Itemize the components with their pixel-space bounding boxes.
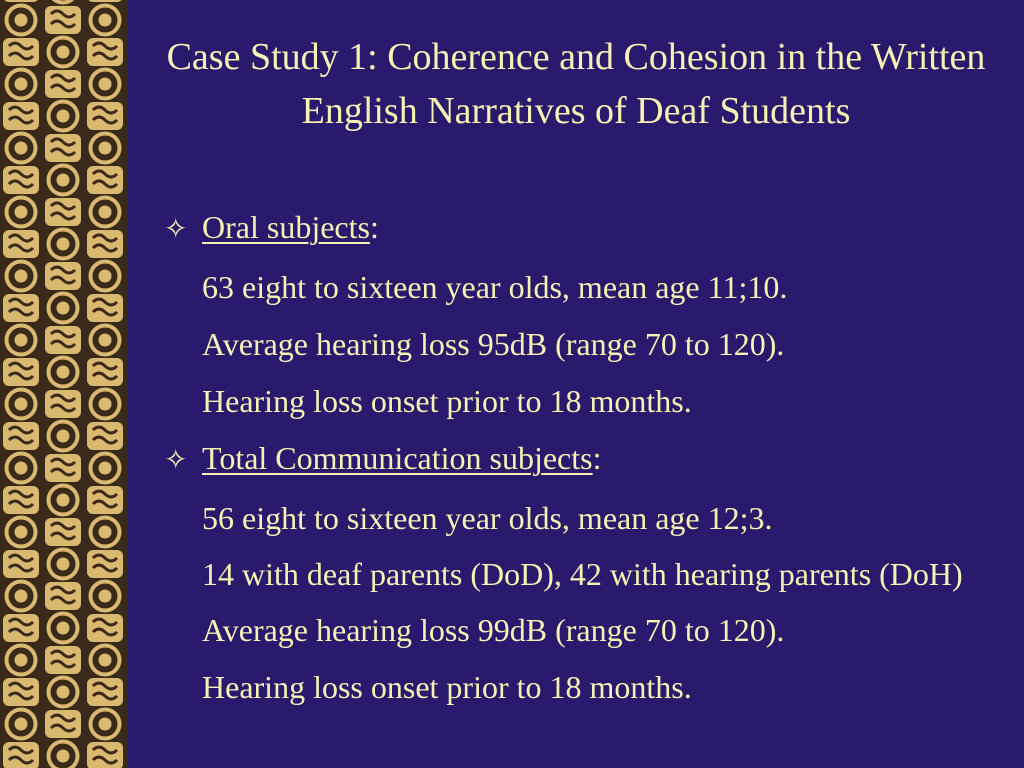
ring-ornament-icon	[4, 131, 38, 165]
heading-colon: :	[592, 440, 602, 476]
ring-ornament-icon	[4, 387, 38, 421]
ring-ornament-icon	[46, 355, 80, 389]
ring-ornament-icon	[88, 195, 122, 229]
star-bullet-icon: ✧	[164, 445, 188, 476]
ring-ornament-icon	[88, 707, 122, 741]
ring-ornament-icon	[46, 0, 80, 5]
list-item: Average hearing loss 95dB (range 70 to 120).	[202, 326, 785, 362]
ring-ornament-icon	[46, 611, 80, 645]
ring-ornament-icon	[46, 547, 80, 581]
ring-ornament-icon	[88, 579, 122, 613]
spiral-ornament-icon	[87, 38, 123, 66]
spiral-ornament-icon	[3, 102, 39, 130]
list-item: 14 with deaf parents (DoD), 42 with hearing parents (DoH)	[202, 556, 963, 592]
ring-ornament-icon	[46, 483, 80, 517]
spiral-ornament-icon	[3, 614, 39, 642]
list-item: 63 eight to sixteen year olds, mean age 11;10.	[202, 269, 788, 305]
spiral-ornament-icon	[3, 294, 39, 322]
spiral-ornament-icon	[3, 38, 39, 66]
slide-title: Case Study 1: Coherence and Cohesion in the Written English Narratives of Deaf Students	[166, 36, 986, 132]
ring-ornament-icon	[4, 707, 38, 741]
ring-ornament-icon	[46, 291, 80, 325]
ring-ornament-icon	[88, 3, 122, 37]
spiral-ornament-icon	[45, 582, 81, 610]
spiral-ornament-icon	[87, 358, 123, 386]
ring-ornament-icon	[88, 131, 122, 165]
spiral-ornament-icon	[45, 390, 81, 418]
ring-ornament-icon	[88, 643, 122, 677]
ring-ornament-icon	[4, 643, 38, 677]
ring-ornament-icon	[46, 227, 80, 261]
spiral-ornament-icon	[87, 102, 123, 130]
ring-ornament-icon	[88, 451, 122, 485]
spiral-ornament-icon	[45, 710, 81, 738]
section-heading: Oral subjects	[202, 209, 370, 245]
ring-ornament-icon	[88, 259, 122, 293]
ornament-pattern	[0, 0, 128, 768]
spiral-ornament-icon	[3, 550, 39, 578]
ring-ornament-icon	[4, 515, 38, 549]
heading-colon: :	[369, 209, 379, 245]
spiral-ornament-icon	[45, 454, 81, 482]
spiral-ornament-icon	[87, 294, 123, 322]
spiral-ornament-icon	[3, 0, 39, 2]
list-item: 56 eight to sixteen year olds, mean age 12;3.	[202, 500, 773, 536]
spiral-ornament-icon	[45, 70, 81, 98]
spiral-ornament-icon	[87, 614, 123, 642]
ring-ornament-icon	[4, 259, 38, 293]
slide-body	[164, 203, 964, 720]
ring-ornament-icon	[4, 451, 38, 485]
ring-ornament-icon	[46, 163, 80, 197]
spiral-ornament-icon	[45, 198, 81, 226]
ring-ornament-icon	[46, 739, 80, 768]
decorative-border	[0, 0, 128, 768]
ring-ornament-icon	[4, 67, 38, 101]
spiral-ornament-icon	[45, 134, 81, 162]
spiral-ornament-icon	[87, 486, 123, 514]
spiral-ornament-icon	[45, 6, 81, 34]
spiral-ornament-icon	[45, 326, 81, 354]
spiral-ornament-icon	[3, 230, 39, 258]
spiral-ornament-icon	[87, 166, 123, 194]
spiral-ornament-icon	[45, 518, 81, 546]
ring-ornament-icon	[4, 3, 38, 37]
ring-ornament-icon	[46, 675, 80, 709]
list-item: Average hearing loss 99dB (range 70 to 120).	[202, 612, 785, 648]
ring-ornament-icon	[46, 35, 80, 69]
spiral-ornament-icon	[3, 422, 39, 450]
spiral-ornament-icon	[3, 486, 39, 514]
spiral-ornament-icon	[87, 550, 123, 578]
ring-ornament-icon	[88, 387, 122, 421]
ring-ornament-icon	[88, 67, 122, 101]
spiral-ornament-icon	[45, 262, 81, 290]
spiral-ornament-icon	[87, 422, 123, 450]
section-total-communication	[164, 434, 964, 485]
spiral-ornament-icon	[87, 678, 123, 706]
list-item: Hearing loss onset prior to 18 months.	[202, 383, 692, 419]
spiral-ornament-icon	[87, 230, 123, 258]
ring-ornament-icon	[88, 515, 122, 549]
spiral-ornament-icon	[45, 646, 81, 674]
ring-ornament-icon	[4, 323, 38, 357]
ring-ornament-icon	[88, 323, 122, 357]
ring-ornament-icon	[4, 579, 38, 613]
star-bullet-icon: ✧	[164, 214, 188, 245]
section-oral	[164, 203, 964, 254]
spiral-ornament-icon	[3, 678, 39, 706]
ring-ornament-icon	[46, 419, 80, 453]
ring-ornament-icon	[46, 99, 80, 133]
ring-ornament-icon	[4, 195, 38, 229]
spiral-ornament-icon	[87, 0, 123, 2]
list-item: Hearing loss onset prior to 18 months.	[202, 669, 692, 705]
spiral-ornament-icon	[3, 166, 39, 194]
spiral-ornament-icon	[3, 742, 39, 768]
spiral-ornament-icon	[87, 742, 123, 768]
spiral-ornament-icon	[3, 358, 39, 386]
section-heading: Total Communication subjects	[202, 440, 593, 476]
